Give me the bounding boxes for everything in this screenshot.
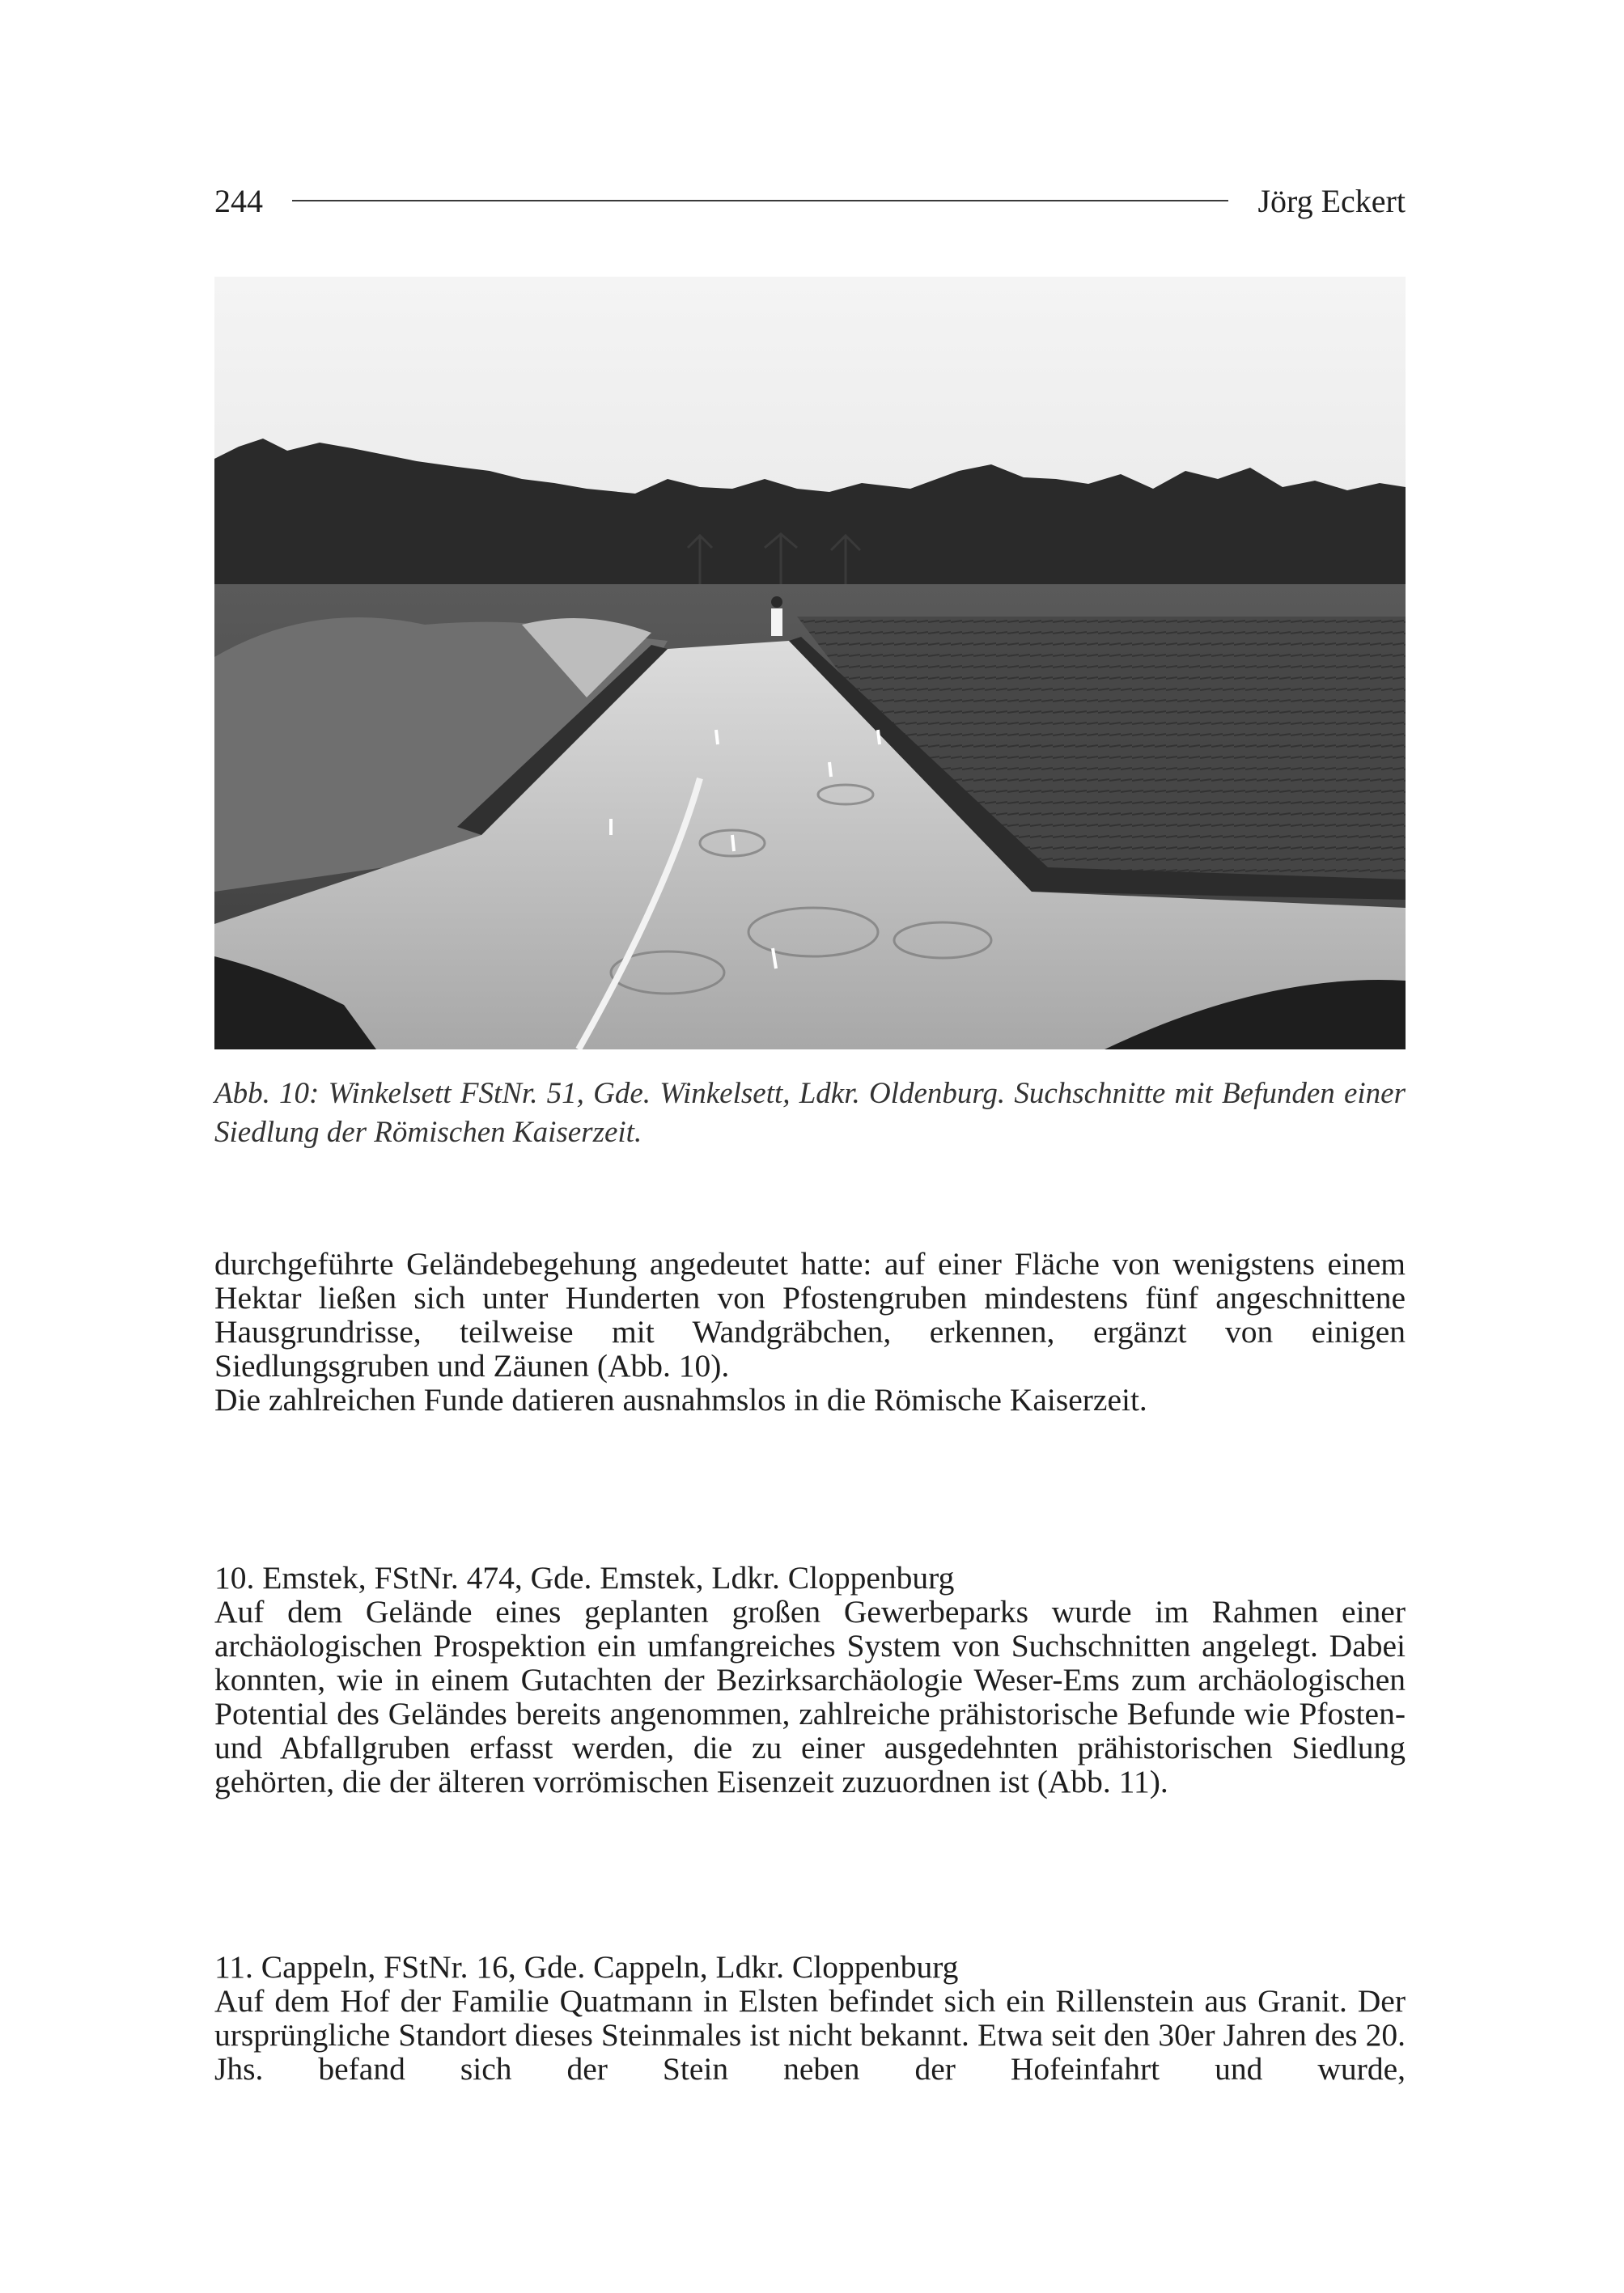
page-number: 244 — [214, 182, 263, 219]
header-rule — [292, 200, 1228, 201]
section-10 — [214, 1561, 1406, 1799]
section-11-heading: 11. Cappeln, FStNr. 16, Gde. Cappeln, Ldkr. Cloppenburg — [214, 1949, 959, 1985]
intro-paragraph: durchgeführte Geländebegehung angedeutet hatte: auf einer Fläche von wenigstens einem Hektar ließen sich unter Hunderten von Pfostengruben mindestens fünf angeschnittene Hausgrundrisse, teilweise mit Wandgräbchen, erkennen, ergänzt von einigen Siedlungsgruben und Zäunen (Abb. 10). — [214, 1246, 1406, 1384]
intro-paragraph-2: Die zahlreichen Funde datieren ausnahmslos in die Römische Kaiserzeit. — [214, 1382, 1147, 1418]
figure-caption: Abb. 10: Winkelsett FStNr. 51, Gde. Winkelsett, Ldkr. Oldenburg. Suchschnitte mit Befunden einer Siedlung der Römischen Kaiserzeit. — [214, 1077, 1406, 1149]
running-head — [214, 176, 1406, 225]
section-10-text: Auf dem Gelände eines geplanten großen Gewerbeparks wurde im Rahmen einer archäologischen Prospektion ein umfangreiches System von Suchschnitten angelegt. Dabei konnten, wie in einem Gutachten der Bezirksarchäologie Weser-Ems zum archäologischen Potential des Geländes bereits angenommen, zahlreiche prähistorische Befunde wie Pfosten- und Abfallgruben erfasst werden, die zu einer ausgedehnten prähistorischen Siedlung gehörten, die der älteren vorrömischen Eisenzeit zuzuordnen ist (Abb. 11). — [214, 1594, 1406, 1799]
excavation-photo-illustration — [214, 277, 1406, 1049]
excavation-photo — [214, 277, 1406, 1049]
section-10-heading: 10. Emstek, FStNr. 474, Gde. Emstek, Ldkr. Cloppenburg — [214, 1560, 955, 1596]
section-11-text: Auf dem Hof der Familie Quatmann in Elsten befindet sich ein Rillenstein aus Granit. Der ursprüngliche Standort dieses Steinmales ist nicht bekannt. Etwa seit den 30er Jahren des 20. Jhs. befand sich der Stein neben der Hofeinfahrt und wurde, — [214, 1983, 1406, 2087]
intro-section — [214, 1247, 1406, 1417]
author-name: Jörg Eckert — [1257, 182, 1406, 219]
section-11 — [214, 1950, 1406, 2086]
